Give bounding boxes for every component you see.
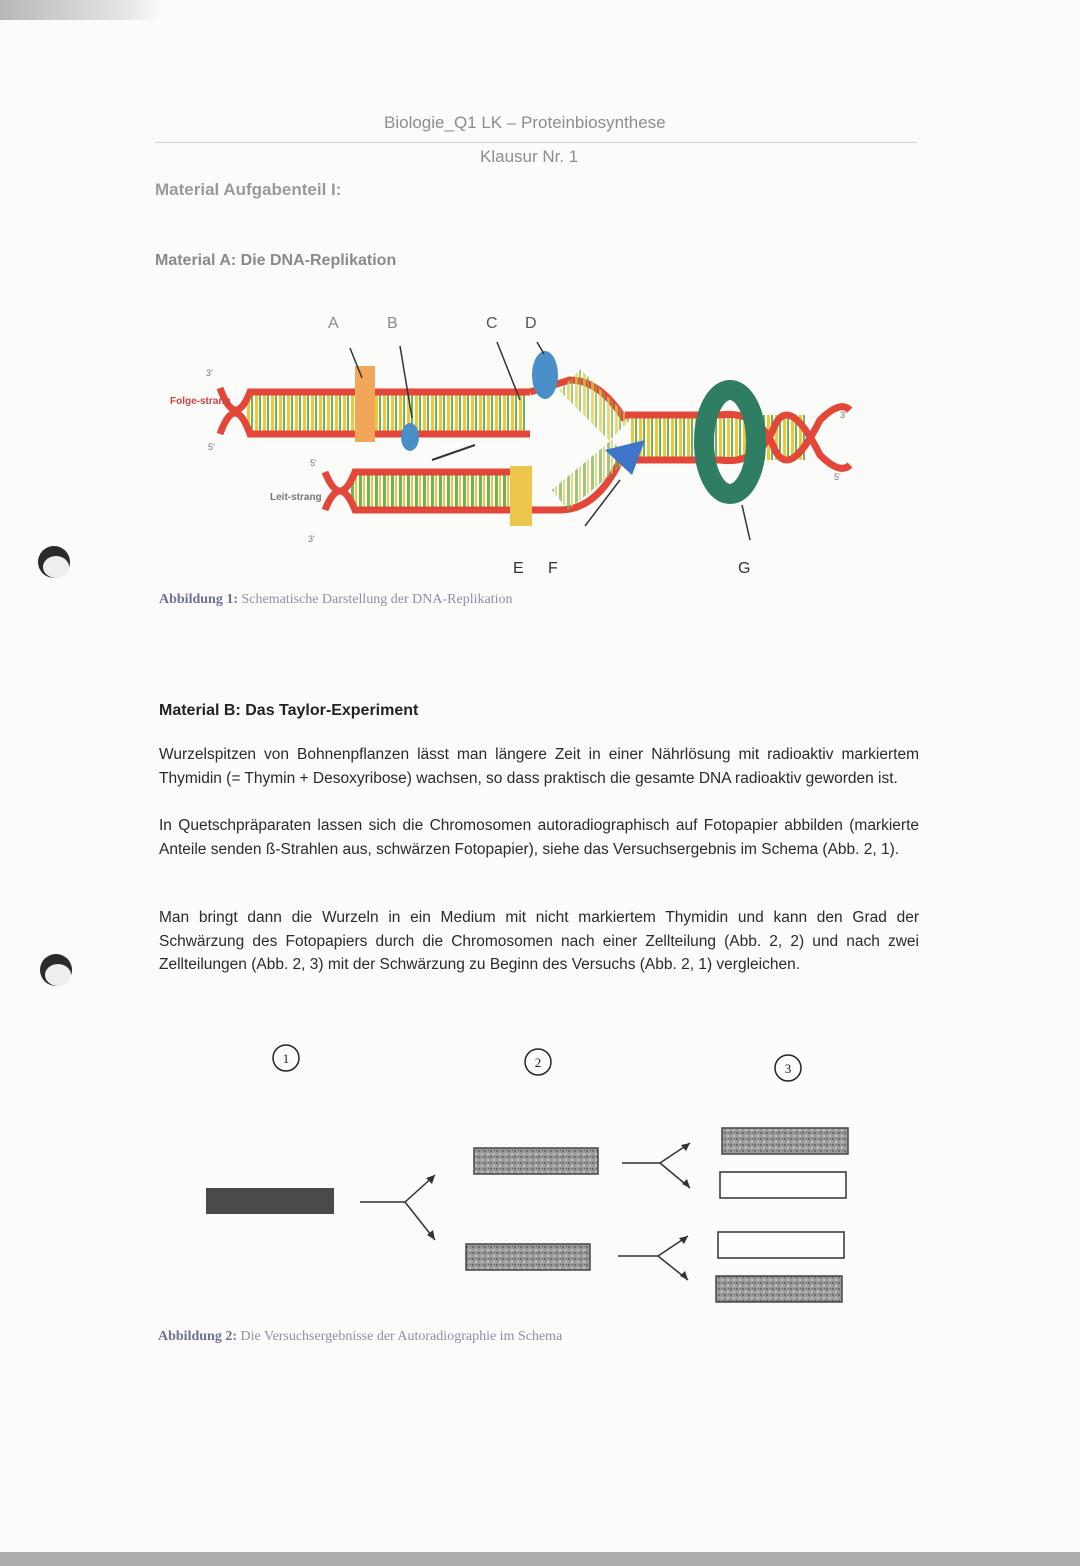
scan-edge (0, 1552, 1080, 1566)
five-prime-label: 5' (834, 472, 841, 482)
chromosome-stage3-half (716, 1276, 842, 1302)
three-prime-label: 3' (206, 368, 213, 378)
figure1-caption: Abbildung 1: Schematische Darstellung der DNA-Replikation (159, 592, 513, 607)
punch-hole (40, 954, 72, 986)
label-e: E (513, 560, 524, 577)
lagging-strand-rungs (245, 392, 525, 434)
label-g: G (738, 560, 751, 577)
header-title: Biologie_Q1 LK – Proteinbiosynthese (384, 113, 666, 132)
leit-strang-label: Leit-strang (270, 492, 322, 503)
header-divider (155, 142, 917, 143)
taylor-experiment-figure (190, 1030, 870, 1320)
punch-hole (38, 546, 70, 578)
chromosome-stage3-half (722, 1128, 848, 1154)
chromosome-stage3-unlabeled (720, 1172, 846, 1198)
figure2-caption: Abbildung 2: Die Versuchsergebnisse der Autoradiographie im Schema (158, 1329, 563, 1344)
label-c: C (486, 315, 498, 332)
chromosome-stage1-full (206, 1188, 334, 1214)
three-prime-label: 3' (308, 534, 315, 544)
chromosome-stage3-unlabeled (718, 1232, 844, 1258)
chromosome-stage2-half (466, 1244, 590, 1270)
primase-protein (355, 366, 375, 442)
label-a: A (328, 315, 339, 332)
paragraph-1: Wurzelspitzen von Bohnenpflanzen lässt man längere Zeit in einer Nährlösung mit radioaktiv markiertem Thymidin (= Thymin + Desoxyribose) wachsen, so dass praktisch die gesamte DNA radioaktiv geworden ist. (159, 746, 919, 787)
label-f: F (548, 560, 558, 577)
ligase-protein (401, 423, 419, 451)
label-b: B (387, 315, 398, 332)
scan-shadow (0, 0, 160, 20)
folge-strang-label: Folge-strang (170, 396, 231, 407)
dna-replication-figure (150, 300, 870, 590)
stage-3-number: 3 (784, 1061, 792, 1076)
section-label: Material Aufgabenteil I: (155, 180, 342, 199)
label-d: D (525, 315, 537, 332)
stage-1-number: 1 (282, 1051, 290, 1066)
leading-strand-rungs (350, 472, 530, 510)
five-prime-label: 5' (310, 458, 317, 468)
polymerase-protein (510, 466, 532, 526)
paragraph-3: Man bringt dann die Wurzeln in ein Medium mit nicht markiertem Thymidin und kann den Grad der Schwärzung des Fotopapiers durch die Chromosomen nach einer Zellteilung (Abb. 2, 2) und nach zwei Zellteilungen (Abb. 2, 3) mit der Schwärzung zu Beginn des Versuchs (Abb. 2, 1) vergleichen. (159, 909, 919, 973)
header-subtitle: Klausur Nr. 1 (480, 147, 579, 166)
material-b-heading: Material B: Das Taylor-Experiment (159, 702, 419, 719)
stage-2-number: 2 (534, 1055, 542, 1070)
chromosome-stage2-half (474, 1148, 598, 1174)
ssb-protein (532, 351, 558, 399)
paragraph-2: In Quetschpräparaten lassen sich die Chromosomen autoradiographisch auf Fotopapier abbilden (markierte Anteile senden ß-Strahlen aus, schwärzen Fotopapier), siehe das Versuchsergebnis im Schema (Abb. 2, 1). (159, 817, 919, 858)
material-a-heading: Material A: Die DNA-Replikation (155, 252, 397, 269)
five-prime-label: 5' (208, 442, 215, 452)
three-prime-label: 3' (840, 410, 847, 420)
